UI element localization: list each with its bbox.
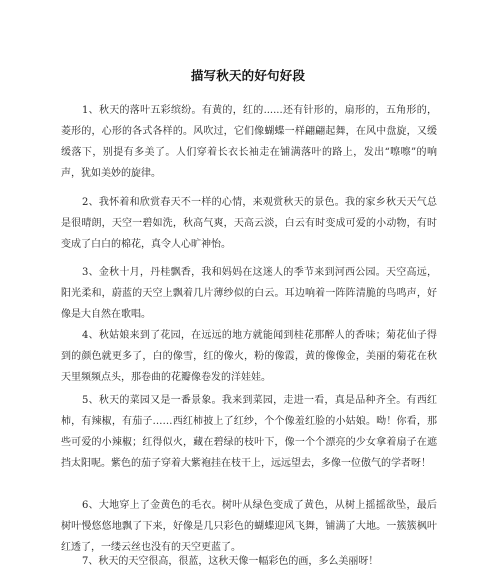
paragraph-4: 4、秋姑娘来到了花园，在远远的地方就能闻到桂花那醉人的香味；菊花仙子得到的颜色就更多了，白的像雪，红的像火，粉的像霞，黄的像像金，美丽的菊花在秋天里频频点头，那卷曲的花瓣像卷发的洋娃娃。 <box>61 330 437 383</box>
paragraph-6: 6、大地穿上了金黄色的毛衣。树叶从绿色变成了黄色，从树上摇摇欲坠，最后树叶慢悠悠地飘了下来，好像是几只彩色的蝴蝶迎风飞舞，铺满了大地。一簇簇枫叶红透了，一缕云丝也没有的天空更蓝了。 <box>61 500 437 553</box>
paragraph-2: 2、我怀着和欣赏春天不一样的心情，来观赏秋天的景色。我的家乡秋天天气总是很晴朗，天空一碧如洗，秋高气爽，天高云淡，白云有时变成可爱的小动物，有时变成了白白的棉花，真令人心旷神怡。 <box>61 197 437 250</box>
paragraph-7: 7、秋天的天空很高，很蓝，这秋天像一幅彩色的画，多么美丽呀！ <box>82 556 379 567</box>
paragraph-1: 1、秋天的落叶五彩缤纷。有黄的，红的......还有针形的，扇形的，五角形的，菱形的，心形的各式各样的。风吹过，它们像蝴蝶一样翩翩起舞，在风中盘旋，又缓缓落下，别提有多美了。人们穿着长衣长袖走在铺满落叶的路上，发出“嚓嚓”的响声，犹如美妙的旋律。 <box>61 105 437 179</box>
document-title: 描写秋天的好句好段 <box>190 68 306 83</box>
paragraph-3: 3、金秋十月，丹桂飘香，我和妈妈在这迷人的季节来到河西公园。天空高远，阳光柔和，蔚蓝的天空上飘着几片薄纱似的白云。耳边响着一阵阵清脆的鸟鸣声，好像是大自然在歌唱。 <box>61 267 437 320</box>
paragraph-5: 5、秋天的菜园又是一番景象。我来到菜园，走进一看，真是品种齐全。有西红柿，有辣椒，有茄子……西红柿披上了红纱，个个像羞红脸的小姑娘。呦！你看，那些可爱的小辣椒；红得似火，藏在碧绿的枝叶下，像一个个漂亮的少女拿着扇子在遮挡太阳呢。紫色的茄子穿着大紫袍挂在枝干上，远远望去，多像一位傲气的学者呀！ <box>61 395 437 469</box>
